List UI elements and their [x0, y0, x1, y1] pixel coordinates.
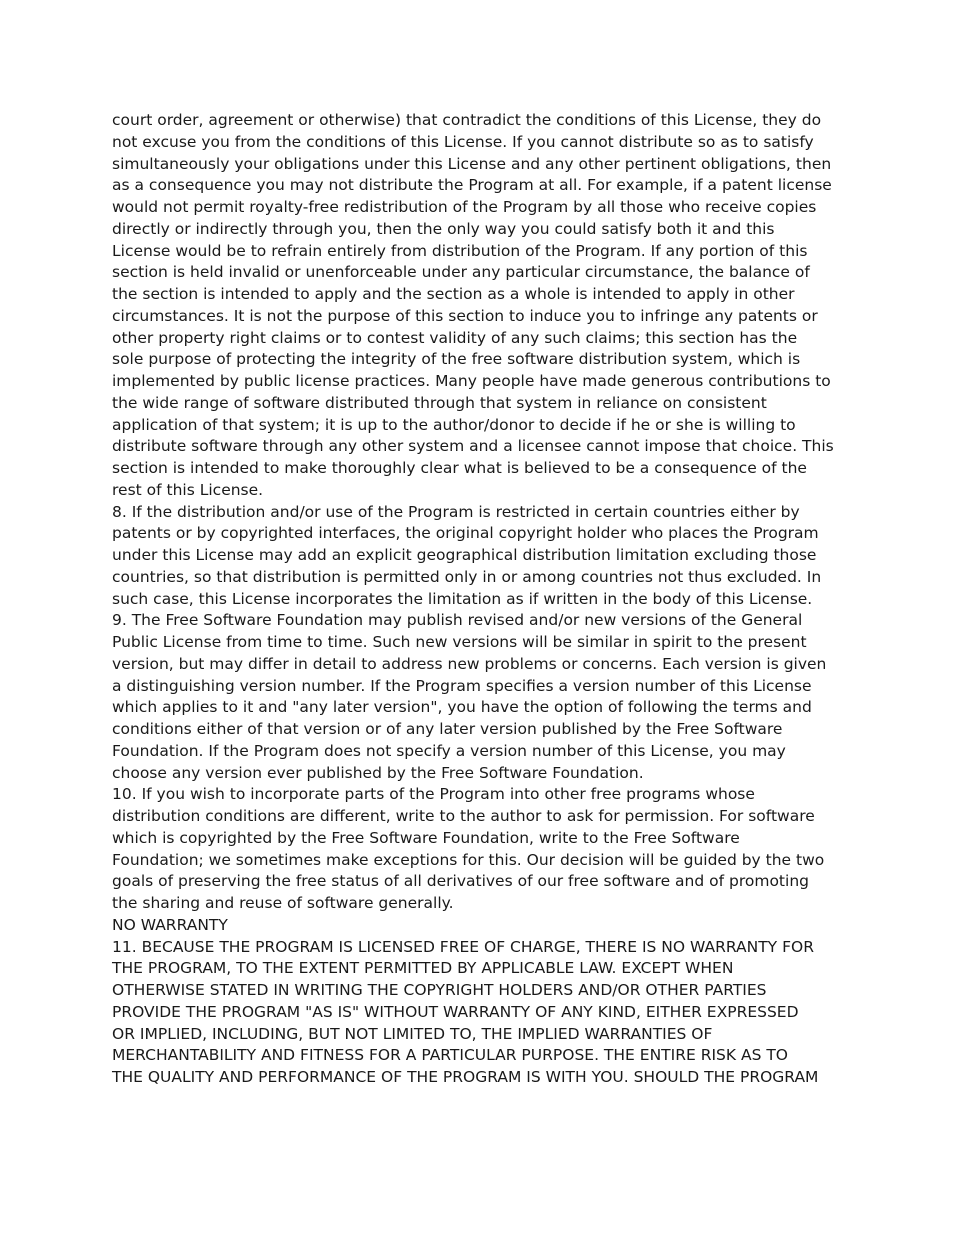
text-line: the wide range of software distributed through that system in reliance on consistent: [112, 393, 767, 412]
text-line: which applies to it and "any later version", you have the option of following the terms and: [112, 698, 812, 717]
text-line: 10. If you wish to incorporate parts of the Program into other free programs whose: [112, 785, 755, 804]
text-line: version, but may differ in detail to address new problems or concerns. Each version is given: [112, 654, 827, 673]
text-line: choose any version ever published by the Free Software Foundation.: [112, 763, 644, 782]
text-line: License would be to refrain entirely from distribution of the Program. If any portion of this: [112, 241, 808, 260]
text-line: other property right claims or to contest validity of any such claims; this section has the: [112, 328, 798, 347]
text-line: the sharing and reuse of software generally.: [112, 894, 454, 912]
text-line: would not permit royalty-free redistribution of the Program by all those who receive copies: [112, 198, 817, 216]
text-line: distribute software through any other system and a licensee cannot impose that choice. This: [112, 437, 834, 456]
text-line: MERCHANTABILITY AND FITNESS FOR A PARTICULAR PURPOSE. THE ENTIRE RISK AS TO: [112, 1046, 788, 1065]
text-line: under this License may add an explicit geographical distribution limitation excluding those: [112, 546, 817, 564]
text-line: countries, so that distribution is permitted only in or among countries not thus excluded. In: [112, 567, 822, 586]
text-line: Foundation. If the Program does not specify a version number of this License, you may: [112, 741, 786, 760]
text-line: OR IMPLIED, INCLUDING, BUT NOT LIMITED TO, THE IMPLIED WARRANTIES OF: [112, 1024, 713, 1043]
text-line: PROVIDE THE PROGRAM "AS IS" WITHOUT WARRANTY OF ANY KIND, EITHER EXPRESSED: [112, 1002, 799, 1021]
text-line: NO WARRANTY: [112, 915, 228, 934]
text-line: conditions either of that version or of any later version published by the Free Software: [112, 720, 783, 738]
text-line: directly or indirectly through you, then the only way you could satisfy both it and this: [112, 219, 775, 238]
text-line: such case, this License incorporates the limitation as if written in the body of this License.: [112, 589, 813, 608]
text-line: patents or by copyrighted interfaces, the original copyright holder who places the Program: [112, 524, 819, 543]
text-line: court order, agreement or otherwise) that contradict the conditions of this License, they do: [112, 111, 822, 129]
text-line: OTHERWISE STATED IN WRITING THE COPYRIGHT HOLDERS AND/OR OTHER PARTIES: [112, 981, 767, 999]
text-line: THE PROGRAM, TO THE EXTENT PERMITTED BY APPLICABLE LAW. EXCEPT WHEN: [112, 959, 734, 978]
text-line: section is held invalid or unenforceable under any particular circumstance, the balance of: [112, 263, 810, 282]
text-line: not excuse you from the conditions of this License. If you cannot distribute so as to satisfy: [112, 132, 814, 151]
text-line: as a consequence you may not distribute the Program at all. For example, if a patent license: [112, 176, 832, 195]
license-text: [112, 110, 852, 1089]
text-line: circumstances. It is not the purpose of this section to induce you to infringe any patents or: [112, 306, 818, 325]
text-line: Public License from time to time. Such new versions will be similar in spirit to the present: [112, 633, 807, 651]
text-line: section is intended to make thoroughly clear what is believed to be a consequence of the: [112, 459, 807, 477]
text-line: simultaneously your obligations under this License and any other pertinent obligations, then: [112, 154, 832, 173]
text-line: sole purpose of protecting the integrity of the free software distribution system, which is: [112, 350, 801, 369]
text-line: implemented by public license practices. Many people have made generous contributions to: [112, 372, 831, 390]
text-line: a distinguishing version number. If the Program specifies a version number of this License: [112, 676, 812, 695]
text-line: rest of this License.: [112, 480, 264, 499]
text-line: the section is intended to apply and the section as a whole is intended to apply in other: [112, 285, 795, 303]
text-line: application of that system; it is up to the author/donor to decide if he or she is willing to: [112, 415, 796, 434]
text-line: 8. If the distribution and/or use of the Program is restricted in certain countries either by: [112, 502, 800, 521]
text-line: distribution conditions are different, write to the author to ask for permission. For software: [112, 807, 815, 825]
text-line: 11. BECAUSE THE PROGRAM IS LICENSED FREE OF CHARGE, THERE IS NO WARRANTY FOR: [112, 937, 814, 956]
text-line: Foundation; we sometimes make exceptions for this. Our decision will be guided by the two: [112, 850, 825, 869]
text-line: goals of preserving the free status of all derivatives of our free software and of promoting: [112, 872, 809, 891]
text-line: which is copyrighted by the Free Software Foundation, write to the Free Software: [112, 828, 740, 847]
text-line: 9. The Free Software Foundation may publish revised and/or new versions of the General: [112, 611, 803, 630]
text-line: THE QUALITY AND PERFORMANCE OF THE PROGRAM IS WITH YOU. SHOULD THE PROGRAM: [112, 1068, 819, 1086]
